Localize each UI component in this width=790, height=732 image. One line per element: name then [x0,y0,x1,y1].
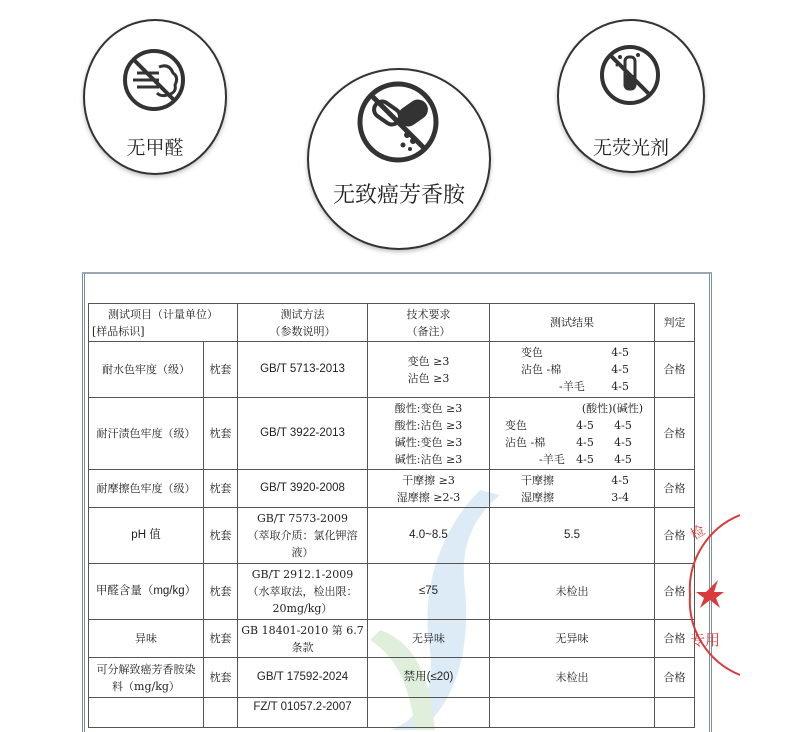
badge-label: 无致癌芳香胺 [332,183,465,208]
method-line: （萃取介质：氯化钾溶 [247,529,358,542]
table-row [89,698,695,728]
row-requirement: 4.0~8.5 [368,508,490,564]
header-verdict: 判定 [655,304,695,342]
result-label [505,434,565,451]
svg-text:检: 检 [688,522,709,544]
badge-label: 无甲醛 [126,137,184,159]
no-fluorescent-agent-badge [557,19,705,173]
row-result: 未检出 [490,658,655,698]
req-line: 湿摩擦 ≥2-3 [396,490,461,504]
result-label-main: 沾色 [521,363,543,376]
req-line: 沾色 ≥3 [407,371,450,385]
result-label-sub: -棉 [546,363,562,376]
no-formaldehyde-icon [121,47,187,113]
result-label: 湿摩擦 [521,490,554,504]
header-method [238,304,368,342]
result-line [493,434,651,451]
no-carcinogenic-amine-badge [307,68,491,250]
table-row [89,342,695,398]
result-label-sub: -棉 [530,435,546,449]
row-method: GB/T 3922-2013 [238,398,368,470]
row-result [490,342,655,398]
result-value-acid: 4-5 [576,435,594,449]
result-value-acid: 4-5 [576,418,594,432]
row-result [490,470,655,508]
result-line [493,489,651,506]
table-row [89,564,695,620]
result-value-alkali: 4-5 [614,435,632,449]
row-sample: 枕套 [204,658,238,698]
table-row [89,470,695,508]
row-requirement [368,470,490,508]
table-row [89,620,695,658]
method-line: GB/T 7573-2009 [256,512,349,525]
row-sample: 枕套 [204,508,238,564]
method-line: GB/T 2912.1-2009 [251,568,354,581]
row-verdict: 合格 [655,658,695,698]
result-value-alkali: 4-5 [614,418,632,432]
header-method-line2: （参数说明） [269,324,336,338]
req-line: 碱性:变色 ≥3 [394,435,463,449]
row-verdict: 合格 [655,508,695,564]
method-line: 20mg/kg） [272,602,333,615]
method-line: GB 18401-2010 第 6.7 [241,623,364,637]
row-requirement [368,698,490,728]
row-requirement: ≤75 [368,564,490,620]
no-carcinogenic-amine-icon [355,79,441,165]
result-subheader: (酸性)(碱性) [581,401,643,415]
row-requirement [368,398,490,470]
row-verdict: 合格 [655,564,695,620]
row-sample: 枕套 [204,342,238,398]
row-method: GB/T 5713-2013 [238,342,368,398]
table-row [89,508,695,564]
item-line: 可分解致癌芳香胺染 [96,662,196,676]
no-formaldehyde-badge [83,19,227,175]
svg-text:专用: 专用 [690,631,721,649]
row-result [490,398,655,470]
row-item: 耐水色牢度（级） [89,342,204,398]
result-label-main: 沾色 [505,435,527,449]
header-item-line2: [样品标识] [92,324,145,338]
row-requirement: 禁用(≤20) [368,658,490,698]
row-sample: 枕套 [204,564,238,620]
header-req-line2: （备注） [406,324,451,338]
header-req-line1: 技术要求 [406,307,451,321]
header-result: 测试结果 [490,304,655,342]
row-item: 甲醛含量（mg/kg） [89,564,204,620]
result-label: 干摩擦 [521,473,554,487]
req-line: 干摩擦 ≥3 [402,473,455,487]
method-line: 条款 [291,640,314,654]
test-report-table [88,303,695,728]
row-result: 无异味 [490,620,655,658]
result-value: 4-5 [611,473,629,487]
result-line [493,451,651,468]
row-method: GB/T 3920-2008 [238,470,368,508]
result-label: 变色 [521,346,543,359]
result-value: 4-5 [611,363,629,376]
item-line: 料（mg/kg） [112,679,180,693]
result-line [493,417,651,434]
result-line [493,472,651,489]
row-item [89,658,204,698]
row-verdict: 合格 [655,620,695,658]
row-method [238,620,368,658]
method-line: （水萃取法，检出限： [247,585,358,598]
row-method [238,564,368,620]
row-verdict: 合格 [655,342,695,398]
row-item: pH 值 [89,508,204,564]
report-frame-top [82,272,712,274]
result-line [493,344,651,361]
header-method-line1: 测试方法 [280,307,325,321]
row-requirement: 无异味 [368,620,490,658]
row-item: 耐摩擦色牢度（级） [89,470,204,508]
row-result: 未检出 [490,564,655,620]
row-method: GB/T 17592-2024 [238,658,368,698]
req-line: 碱性:沾色 ≥3 [394,452,463,466]
result-label-sub: -羊毛 [539,452,565,466]
method-line: 液） [291,546,314,559]
result-value: 4-5 [611,346,629,359]
req-line: 酸性:变色 ≥3 [394,401,463,415]
result-line [493,361,651,378]
row-item [89,698,204,728]
result-value-alkali: 4-5 [614,452,632,466]
result-value: 3-4 [611,490,629,504]
result-label [521,361,561,378]
row-method: FZ/T 01057.2-2007 [238,698,368,728]
result-value-acid: 4-5 [576,452,594,466]
row-item: 异味 [89,620,204,658]
row-method [238,508,368,564]
header-item-line1: 测试项目（计量单位） [108,307,218,321]
header-requirement [368,304,490,342]
row-sample [204,698,238,728]
table-row [89,398,695,470]
row-requirement [368,342,490,398]
result-value: 4-5 [611,380,629,393]
no-fluorescent-agent-icon [598,43,662,107]
row-sample: 枕套 [204,470,238,508]
table-row [89,658,695,698]
row-result: 5.5 [490,508,655,564]
inspection-stamp [680,510,740,680]
badge-label: 无荧光剂 [592,137,669,159]
table-header-row [89,304,695,342]
row-verdict: 合格 [655,470,695,508]
header-item [89,304,238,342]
row-sample: 枕套 [204,620,238,658]
row-result [490,698,655,728]
req-line: 酸性:沾色 ≥3 [394,418,463,432]
result-label-sub: -羊毛 [559,380,585,393]
result-line [493,378,651,395]
row-verdict [655,698,695,728]
result-label: 变色 [505,418,527,432]
req-line: 变色 ≥3 [407,354,450,368]
row-item: 耐汗渍色牢度（级） [89,398,204,470]
row-sample: 枕套 [204,398,238,470]
row-verdict: 合格 [655,398,695,470]
